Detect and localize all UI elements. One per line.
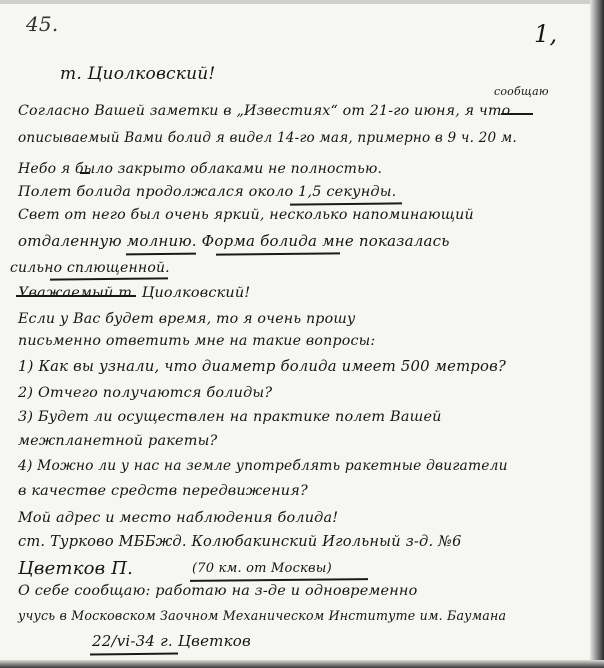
body-line-1: Согласно Вашей заметки в „Известиях“ от 21-го июня, я что [18, 103, 511, 119]
body-line-5: Свет от него был очень яркий, несколько напоминающий [18, 207, 474, 223]
paper-right-edge [590, 0, 604, 668]
body-line-7: сильно сплющенной. [10, 260, 170, 276]
address-line: ст. Турково МББжд. Колюбакинский Игольный з-д. №6 [18, 533, 462, 550]
sender-name: Цветков П. [18, 558, 134, 579]
question-3-line-1: 3) Будет ли осуществлен на практике полет Вашей [18, 409, 442, 425]
sender-note: (70 км. от Москвы) [192, 561, 332, 576]
corner-mark: 1, [534, 20, 558, 48]
underline-lightning [126, 253, 196, 256]
insert-word: сообщаю [494, 85, 549, 98]
body-line-3: Небо я было закрыто облаками не полностью. [18, 161, 383, 177]
body-line-2: описываемый Вами болид я видел 14-го мая, примерно в 9 ч. 20 м. [18, 130, 517, 146]
request-line-2: письменно ответить мне на такие вопросы: [18, 333, 376, 349]
underline-duration [290, 202, 402, 205]
paper-bottom-edge [0, 660, 604, 668]
request-line-1: Если у Вас будет время, то я очень прошу [18, 311, 356, 327]
strike-mark-2 [80, 172, 90, 174]
about-line-2: учусь в Московском Заочном Механическом Институте им. Баумана [18, 608, 507, 623]
underline-signature [90, 653, 178, 656]
question-4-line-2: в качестве средств передвижения? [18, 483, 308, 499]
question-2: 2) Отчего получаются болиды? [18, 385, 273, 401]
question-3-line-2: межпланетной ракеты? [18, 433, 218, 449]
underline-sender-note [190, 578, 368, 582]
question-1: 1) Как вы узнали, что диаметр болида имеет 500 метров? [18, 358, 507, 375]
crossed-greeting: Уважаемый т. Циолковский! [18, 285, 251, 301]
about-line-1: О себе сообщаю: работаю на з-де и одновременно [18, 583, 418, 599]
underline-shape [216, 252, 340, 255]
greeting: т. Циолковский! [60, 64, 216, 84]
underline-flattened [50, 277, 168, 280]
address-intro: Мой адрес и место наблюдения болида! [18, 510, 339, 526]
body-line-4: Полет болида продолжался около 1,5 секунды. [18, 184, 397, 200]
strike-mark-1 [501, 113, 533, 115]
paper-top-edge [0, 0, 604, 4]
page-number: 45. [26, 12, 59, 36]
question-4-line-1: 4) Можно ли у нас на земле употреблять ракетные двигатели [18, 458, 508, 474]
signature-date: 22/vi-34 г. Цветков [92, 632, 251, 650]
body-line-6: отдаленную молнию. Форма болида мне показалась [18, 232, 450, 250]
strike-crossed-greeting [16, 295, 136, 297]
